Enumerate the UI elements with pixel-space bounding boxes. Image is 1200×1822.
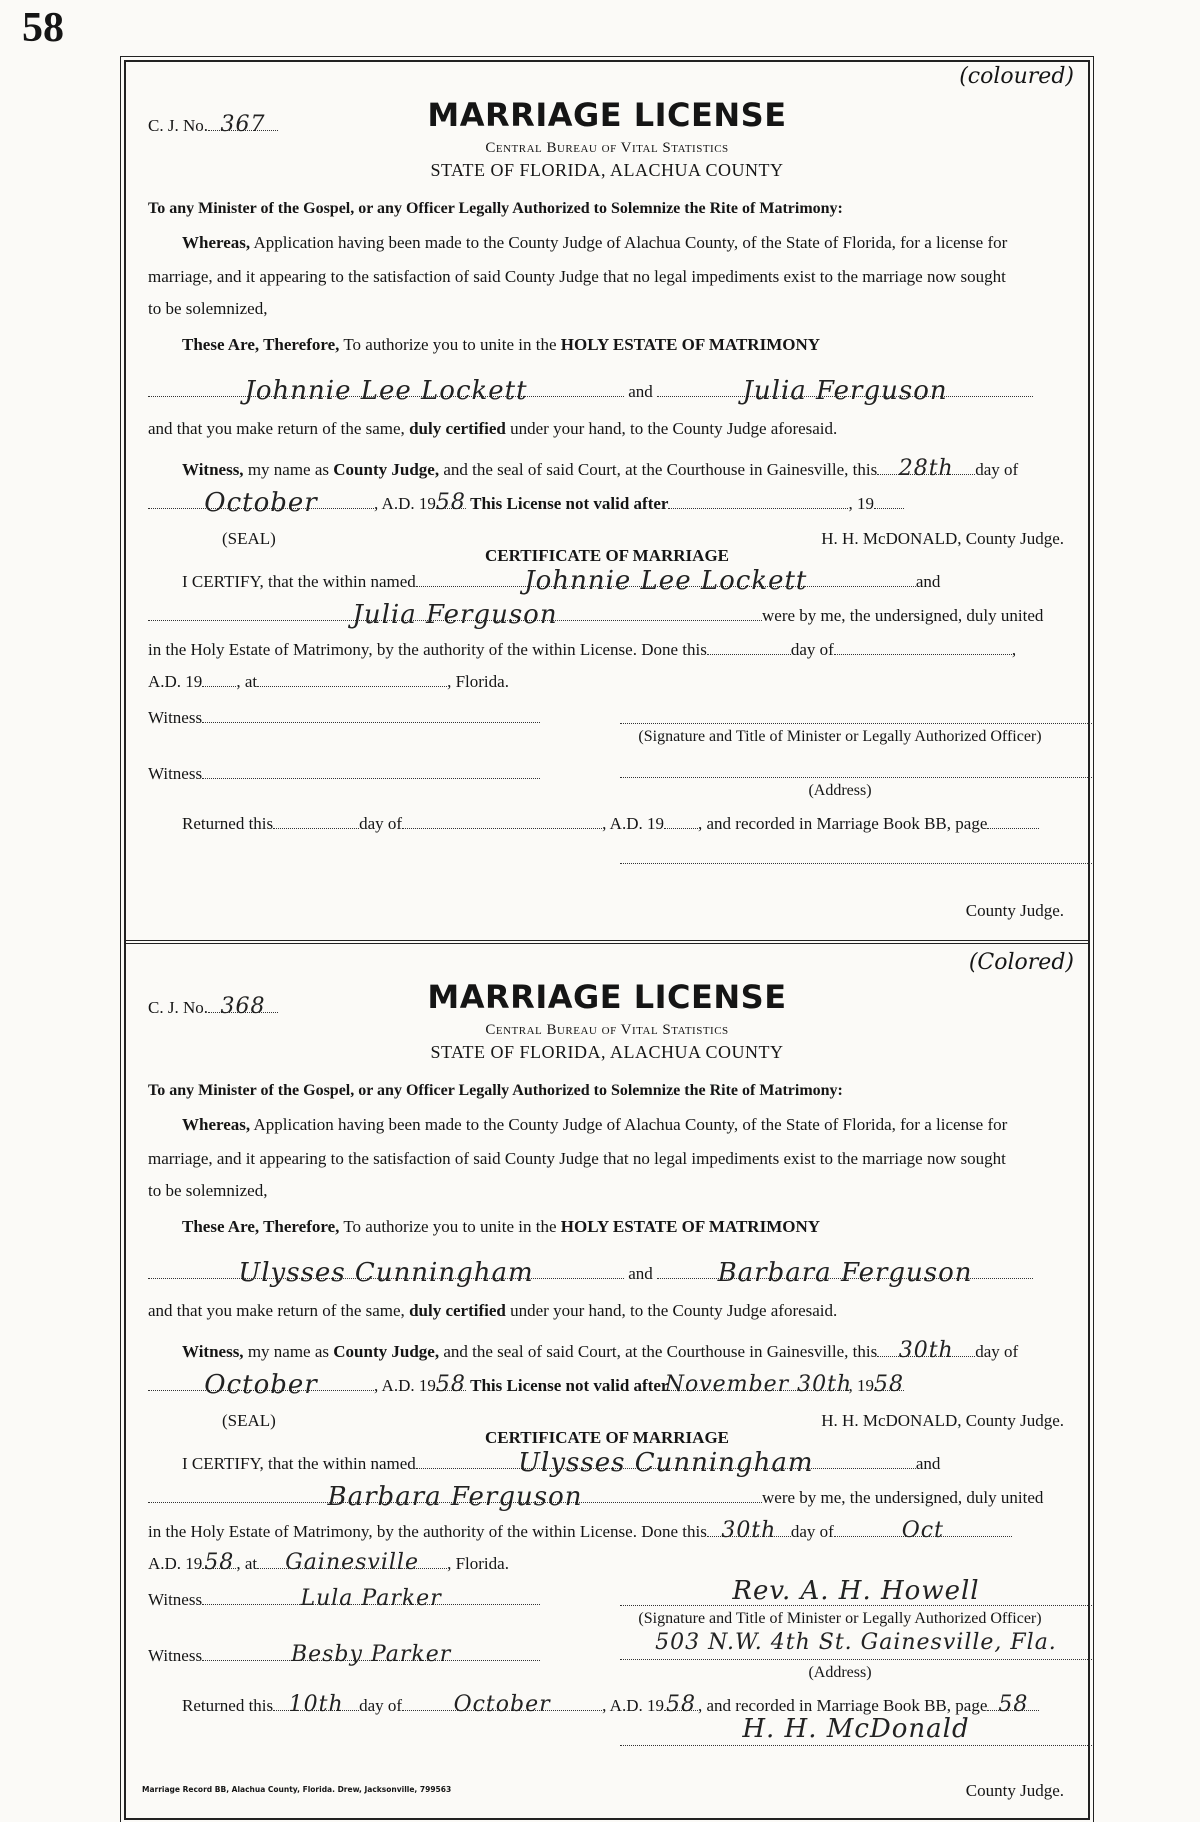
names-row	[148, 1258, 1066, 1288]
return-a: and that you make return of the same,	[148, 419, 405, 438]
florida-label: , Florida.	[447, 672, 509, 691]
return-a: and that you make return of the same,	[148, 1301, 405, 1320]
witness1-label: Witness	[148, 1590, 203, 1609]
officer-line	[620, 722, 1092, 724]
united-label: were by me, the undersigned, duly united	[762, 606, 1044, 625]
month-line	[148, 1370, 1066, 1400]
whereas-text-1: Application having been made to the County Judge of Alachua County, of the State of Florida, for a license for	[253, 1115, 1008, 1134]
cert-bride: Julia Ferguson	[352, 600, 558, 630]
holy-estate: HOLY ESTATE OF MATRIMONY	[560, 335, 821, 354]
cj-label: C. J. No.	[148, 998, 208, 1017]
groom-name: Ulysses Cunningham	[238, 1258, 534, 1288]
ret-year: 58	[665, 1692, 696, 1717]
bureau-subtitle: Central Bureau of Vital Statistics	[485, 140, 729, 156]
day-of-label-2: day of	[790, 640, 834, 659]
month-issued: October	[204, 488, 318, 518]
judge-name: H. H. McDONALD, County Judge.	[821, 1411, 1064, 1430]
done-year: 58	[204, 1550, 235, 1575]
these-are-line	[182, 1216, 1066, 1238]
certify-label: I CERTIFY, that the within named	[182, 1454, 416, 1473]
not-valid-year: 58	[873, 1372, 904, 1397]
document-frame	[124, 60, 1090, 1820]
return-line	[148, 418, 1066, 440]
whereas-line-1	[182, 1114, 1066, 1136]
ret-month: October	[453, 1692, 551, 1717]
holy-estate: HOLY ESTATE OF MATRIMONY	[560, 1217, 821, 1236]
ret-day-of: day of	[359, 814, 403, 833]
nineteen-label: , 19	[848, 1376, 874, 1395]
place: Gainesville	[285, 1550, 419, 1575]
whereas-line-2: marriage, and it appearing to the satisfaction of said County Judge that no legal impediments exist to the marriage now sought	[148, 1149, 1006, 1168]
officer-signature: Rev. A. H. Howell	[732, 1576, 980, 1606]
month-issued: October	[204, 1370, 318, 1400]
these-bold: These Are, Therefore,	[182, 1217, 340, 1236]
whereas-line-2: marriage, and it appearing to the satisfaction of said County Judge that no legal impediments exist to the marriage now sought	[148, 267, 1006, 286]
holy-estate-label: in the Holy Estate of Matrimony, by the authority of the within License. Done this	[148, 1522, 707, 1541]
day-issued: 28th	[898, 456, 954, 481]
certify-line	[182, 566, 1066, 596]
bureau-subtitle: Central Bureau of Vital Statistics	[485, 1022, 729, 1038]
ad-label: , A.D. 19	[374, 494, 436, 513]
witness1-row	[148, 704, 548, 729]
witness-a: my name as	[247, 1342, 330, 1361]
certificate-title: CERTIFICATE OF MARRIAGE	[484, 546, 730, 565]
cert-groom: Ulysses Cunningham	[518, 1448, 814, 1478]
holy-estate-line: in the Holy Estate of Matrimony, by the authority of the within License. Done this day of ,	[148, 636, 1066, 661]
return-c: under your hand, to the County Judge aforesaid.	[510, 419, 838, 438]
ad19-label: A.D. 19	[148, 1554, 203, 1573]
groom-name: Johnnie Lee Lockett	[244, 376, 528, 406]
return-c: under your hand, to the County Judge aforesaid.	[510, 1301, 838, 1320]
certify-label: I CERTIFY, that the within named	[182, 572, 416, 591]
county-judge-caption: County Judge.	[965, 901, 1064, 920]
certificate-title: CERTIFICATE OF MARRIAGE	[484, 1428, 730, 1447]
address-value	[620, 1630, 1092, 1655]
names-row	[148, 376, 1066, 406]
whereas-line-1	[182, 232, 1066, 254]
cert-bride-line	[148, 600, 1066, 630]
judge-name: H. H. McDONALD, County Judge.	[821, 529, 1064, 548]
ad19-label: A.D. 19	[148, 672, 203, 691]
whereas-bold: Whereas,	[182, 233, 251, 252]
county-judge-sig	[620, 1714, 1092, 1744]
officer-caption: (Signature and Title of Minister or Legally Authorized Officer)	[638, 728, 1042, 745]
done-month: Oct	[901, 1518, 944, 1543]
returned-line	[182, 810, 1066, 835]
recorded-label: , and recorded in Marriage Book BB, page	[697, 1696, 988, 1715]
address-line-sig	[620, 776, 1092, 778]
these-are-line	[182, 334, 1066, 356]
not-valid-label: This License not valid after	[470, 494, 669, 513]
witness-c: and the seal of said Court, at the Courthouse in Gainesville, this	[443, 460, 878, 479]
county-judge-line	[620, 1744, 1092, 1746]
month-line	[148, 488, 1066, 518]
return-b: duly certified	[409, 419, 506, 438]
witness2-label: Witness	[148, 1646, 203, 1665]
ret-day: 10th	[288, 1692, 344, 1717]
and-label: and	[628, 1264, 653, 1283]
these-bold: These Are, Therefore,	[182, 335, 340, 354]
address-line-sig	[620, 1658, 1092, 1660]
whereas-line-3: to be solemnized,	[148, 299, 268, 318]
coloured-note: (coloured)	[959, 64, 1074, 89]
county-judge-line	[620, 862, 1092, 864]
recorded-label: , and recorded in Marriage Book BB, page	[697, 814, 988, 833]
ret-ad: , A.D. 19	[602, 814, 664, 833]
cj-number: 367	[220, 112, 266, 137]
address-written: 503 N.W. 4th St. Gainesville, Fla.	[655, 1630, 1057, 1655]
ret-day-of: day of	[359, 1696, 403, 1715]
not-valid-date: November 30th	[664, 1372, 853, 1397]
place-line	[148, 1550, 1066, 1575]
and-label: and	[628, 382, 653, 401]
witness1: Lula Parker	[300, 1586, 442, 1611]
these-text: To authorize you to unite in the	[343, 1217, 557, 1236]
at-label: , at	[236, 672, 258, 691]
page-number: 58	[22, 5, 64, 51]
coloured-note: (Colored)	[968, 950, 1074, 975]
witness2-row	[148, 760, 548, 785]
nineteen-label: , 19	[848, 494, 874, 513]
witness-bold: Witness,	[182, 460, 244, 479]
year-issued: 58	[435, 1372, 466, 1397]
certify-line	[182, 1448, 1066, 1478]
witness-line	[182, 1338, 1066, 1363]
seal: (SEAL)	[222, 529, 276, 548]
cert-bride: Barbara Ferguson	[327, 1482, 583, 1512]
day-of-label: day of	[975, 460, 1019, 479]
cj-number: 368	[220, 994, 266, 1019]
witness2: Besby Parker	[290, 1642, 452, 1667]
these-text: To authorize you to unite in the	[343, 335, 557, 354]
united-label: were by me, the undersigned, duly united	[762, 1488, 1044, 1507]
bride-name: Barbara Ferguson	[717, 1258, 973, 1288]
footer-imprint: Marriage Record BB, Alachua County, Florida. Drew, Jacksonville, 799563	[142, 1785, 452, 1794]
state-county: STATE OF FLORIDA, ALACHUA COUNTY	[430, 1042, 784, 1062]
license-368	[126, 940, 1088, 1822]
witness-b: County Judge,	[333, 460, 440, 479]
witness-c: and the seal of said Court, at the Courthouse in Gainesville, this	[443, 1342, 878, 1361]
at-label: , at	[236, 1554, 258, 1573]
holy-estate-line	[148, 1518, 1066, 1543]
returned-label: Returned this	[182, 1696, 274, 1715]
return-b: duly certified	[409, 1301, 506, 1320]
whereas-text-1: Application having been made to the County Judge of Alachua County, of the State of Florida, for a license for	[253, 233, 1008, 252]
whereas-bold: Whereas,	[182, 1115, 251, 1134]
holy-estate-label: in the Holy Estate of Matrimony, by the authority of the within License. Done this	[148, 640, 707, 659]
place-line	[148, 668, 1066, 693]
bride-name: Julia Ferguson	[742, 376, 948, 406]
cert-bride-line	[148, 1482, 1066, 1512]
day-of-label: day of	[975, 1342, 1019, 1361]
returned-label: Returned this	[182, 814, 274, 833]
license-title: MARRIAGE LICENSE	[427, 96, 787, 134]
ret-page: 58	[998, 1692, 1029, 1717]
address-caption: (Address)	[808, 1664, 872, 1681]
license-title: MARRIAGE LICENSE	[427, 978, 787, 1016]
year-issued: 58	[435, 490, 466, 515]
address-line: To any Minister of the Gospel, or any Officer Legally Authorized to Solemnize the Rite of Matrimony:	[148, 200, 843, 217]
day-issued: 30th	[898, 1338, 954, 1363]
county-judge-caption: County Judge.	[965, 1781, 1064, 1800]
witness-line	[182, 456, 1066, 481]
state-county: STATE OF FLORIDA, ALACHUA COUNTY	[430, 160, 784, 180]
ret-ad: , A.D. 19	[602, 1696, 664, 1715]
whereas-line-3: to be solemnized,	[148, 1181, 268, 1200]
license-367	[126, 62, 1088, 938]
witness2-label: Witness	[148, 764, 203, 783]
officer-caption: (Signature and Title of Minister or Legally Authorized Officer)	[638, 1610, 1042, 1627]
witness1-row	[148, 1586, 548, 1611]
witness-b: County Judge,	[333, 1342, 440, 1361]
witness1-label: Witness	[148, 708, 203, 727]
and-label-2: and	[915, 572, 941, 591]
witness-a: my name as	[247, 460, 330, 479]
not-valid-label: This License not valid after	[470, 1376, 669, 1395]
cj-label: C. J. No.	[148, 116, 208, 135]
florida-label: , Florida.	[447, 1554, 509, 1573]
witness-bold: Witness,	[182, 1342, 244, 1361]
day-of-label-2: day of	[790, 1522, 834, 1541]
cert-groom: Johnnie Lee Lockett	[524, 566, 808, 596]
officer-sig	[620, 1576, 1092, 1606]
and-label-2: and	[915, 1454, 941, 1473]
ad-label: , A.D. 19	[374, 1376, 436, 1395]
address-line: To any Minister of the Gospel, or any Officer Legally Authorized to Solemnize the Rite of Matrimony:	[148, 1082, 843, 1099]
county-judge-signature: H. H. McDonald	[742, 1714, 970, 1744]
witness2-row	[148, 1642, 548, 1667]
address-caption: (Address)	[808, 782, 872, 799]
return-line	[148, 1300, 1066, 1322]
seal: (SEAL)	[222, 1411, 276, 1430]
done-day: 30th	[721, 1518, 777, 1543]
